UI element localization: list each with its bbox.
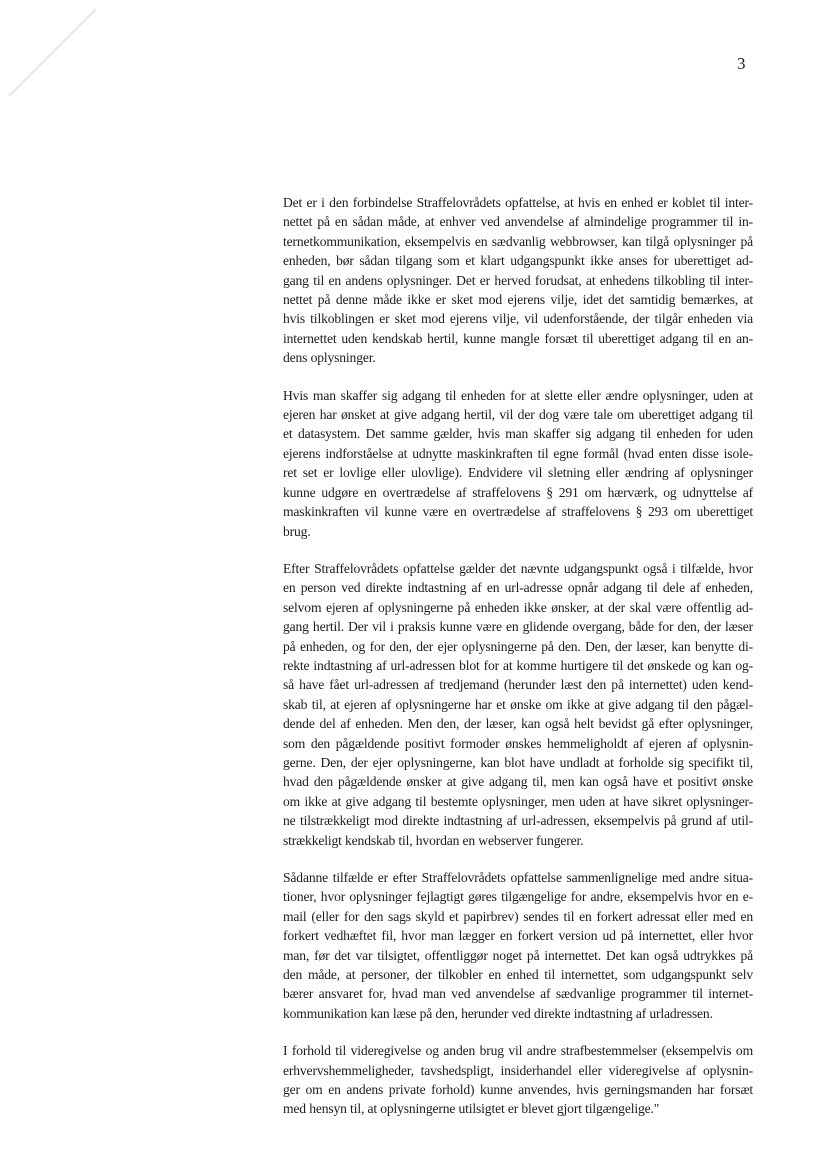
text-line: tioner, hvor oplysninger fejlagtigt gøres tilgængelige for andre, eksempelvis hvor en e- (283, 889, 753, 905)
text-line: erhvervshemmeligheder, tavshedspligt, insiderhandel eller videregivelse af oplysnin- (283, 1062, 753, 1078)
text-line: ret set er lovlige eller ulovlige). Endvidere vil sletning eller ændring af oplysninger (283, 465, 753, 481)
text-line: forkert vedhæftet fil, hvor man lægger en forkert version ud på internettet, eller hvor (283, 928, 753, 944)
text-line: mail (eller for den sags skyld et papirbrev) sendes til en forkert adressat eller med en (283, 908, 753, 924)
text-line: gang til en andens oplysninger. Det er herved forudsat, at enhedens tilkobling til inter- (283, 272, 753, 288)
text-line: ejerens indforståelse at udnytte maskinkraften til egne formål (hvad enten disse isole- (283, 445, 753, 461)
paragraph-1 (283, 193, 753, 368)
text-line: så have fået url-adressen af tredjemand (herunder læst den på internettet) uden kend- (283, 677, 753, 693)
paragraph-4 (283, 868, 753, 1023)
text-line: skab til, at ejeren af oplysningerne har et ønske om ikke at give adgang til den pågæl- (283, 696, 753, 712)
text-line: selvom ejeren af oplysningerne på enheden ikke ønsker, at der skal være offentlig ad- (283, 599, 753, 615)
text-line: man, før det var tilsigtet, offentliggør noget på internettet. Det kan også udtrykkes på (283, 947, 753, 963)
paragraph-3 (283, 559, 753, 850)
scan-artifact-line (0, 0, 110, 110)
text-line: et datasystem. Det samme gælder, hvis man skaffer sig adgang til enheden for uden (283, 426, 753, 442)
paragraph-5 (283, 1041, 753, 1119)
text-line: dens oplysninger. (283, 350, 376, 366)
text-line: ger om en andens private forhold) kunne anvendes, hvis gerningsmanden har forsæt (283, 1082, 753, 1098)
text-line: Hvis man skaffer sig adgang til enheden for at slette eller ændre oplysninger, uden at (283, 387, 753, 403)
text-line: brug. (283, 523, 311, 539)
text-line: gerne. Den, der ejer oplysningerne, kan blot have undladt at forholde sig specifikt til, (283, 754, 753, 770)
text-line: nettet på en sådan måde, at enhver ved anvendelse af almindelige programmer til in- (283, 214, 753, 230)
text-line: I forhold til videregivelse og anden brug vil andre strafbestemmelser (eksempelvis om (283, 1043, 753, 1059)
text-line: om ikke at give adgang til bestemte oplysninger, men uden at have sikret oplysninger- (283, 793, 753, 809)
body-text (283, 193, 753, 1137)
text-line: gang hertil. Der vil i praksis kunne være en glidende overgang, både for den, der læser (283, 619, 753, 635)
text-line: nettet på denne måde ikke er sket mod ejerens vilje, idet det samtidig bemærkes, at (283, 292, 753, 308)
text-line: maskinkraften vil kunne være en overtrædelse af straffelovens § 293 om uberettiget (283, 504, 753, 520)
text-line: internettet uden kendskab hertil, kunne mangle forsæt til uberettiget adgang til en an- (283, 330, 753, 346)
text-line: dende del af enheden. Men den, der læser, kan også helt bevidst gå efter oplysninger, (283, 716, 753, 732)
text-line: hvad den pågældende ønsker at give adgang til, men kan også have et positivt ønske (283, 774, 753, 790)
text-line: Det er i den forbindelse Straffelovrådets opfattelse, at hvis en enhed er koblet til inter- (283, 195, 753, 210)
text-line: hvis tilkoblingen er sket mod ejerens vilje, vil udenforstående, der tilgår enheden via (283, 311, 753, 327)
text-line: med hensyn til, at oplysningerne utilsigtet er blevet gjort tilgængelige." (283, 1101, 660, 1117)
text-line: rekte indtastning af url-adressen blot for at komme hurtigere til det ønskede og kan og- (283, 657, 753, 673)
text-line: Sådanne tilfælde er efter Straffelovrådets opfattelse sammenlignelige med andre situa- (283, 870, 753, 885)
text-line: ternetkommunikation, eksempelvis en sædvanlig webbrowser, kan tilgå oplysninger på (283, 233, 753, 249)
text-line: enheden, bør sådan tilgang som et klart udgangspunkt ikke anses for uberettiget ad- (283, 253, 753, 269)
paragraph-2 (283, 386, 753, 541)
text-line: Efter Straffelovrådets opfattelse gælder det nævnte udgangspunkt også i tilfælde, hvor (283, 560, 753, 576)
text-line: kunne udgøre en overtrædelse af straffelovens § 291 om hærværk, og udnyttelse af (283, 484, 753, 500)
text-line: ne tilstrækkeligt mod direkte indtastning af url-adressen, eksempelvis på grund af util- (283, 813, 753, 829)
text-line: en person ved direkte indtastning af en url-adresse opnår adgang til dele af enheden, (283, 580, 753, 596)
text-line: ejeren har ønsket at give adgang hertil, vil der dog være tale om uberettiget adgang til (283, 407, 753, 423)
page-number: 3 (737, 54, 746, 73)
text-line: kommunikation kan læse på den, herunder ved direkte indtastning af urladressen. (283, 1005, 713, 1021)
text-line: den måde, at personer, der tilkobler en enhed til internettet, som udgangspunkt selv (283, 967, 753, 983)
text-line: bærer ansvaret for, hvad man ved anvendelse af sædvanlige programmer til internet- (283, 986, 753, 1002)
text-line: som den pågældende positivt formoder ønskes hemmeligholdt af ejeren af oplysnin- (283, 735, 753, 751)
text-line: strækkeligt kendskab til, hvordan en webserver fungerer. (283, 832, 584, 848)
text-line: på enheden, og for den, der ejer oplysningerne på den. Den, der læser, kan benytte di- (283, 638, 753, 654)
